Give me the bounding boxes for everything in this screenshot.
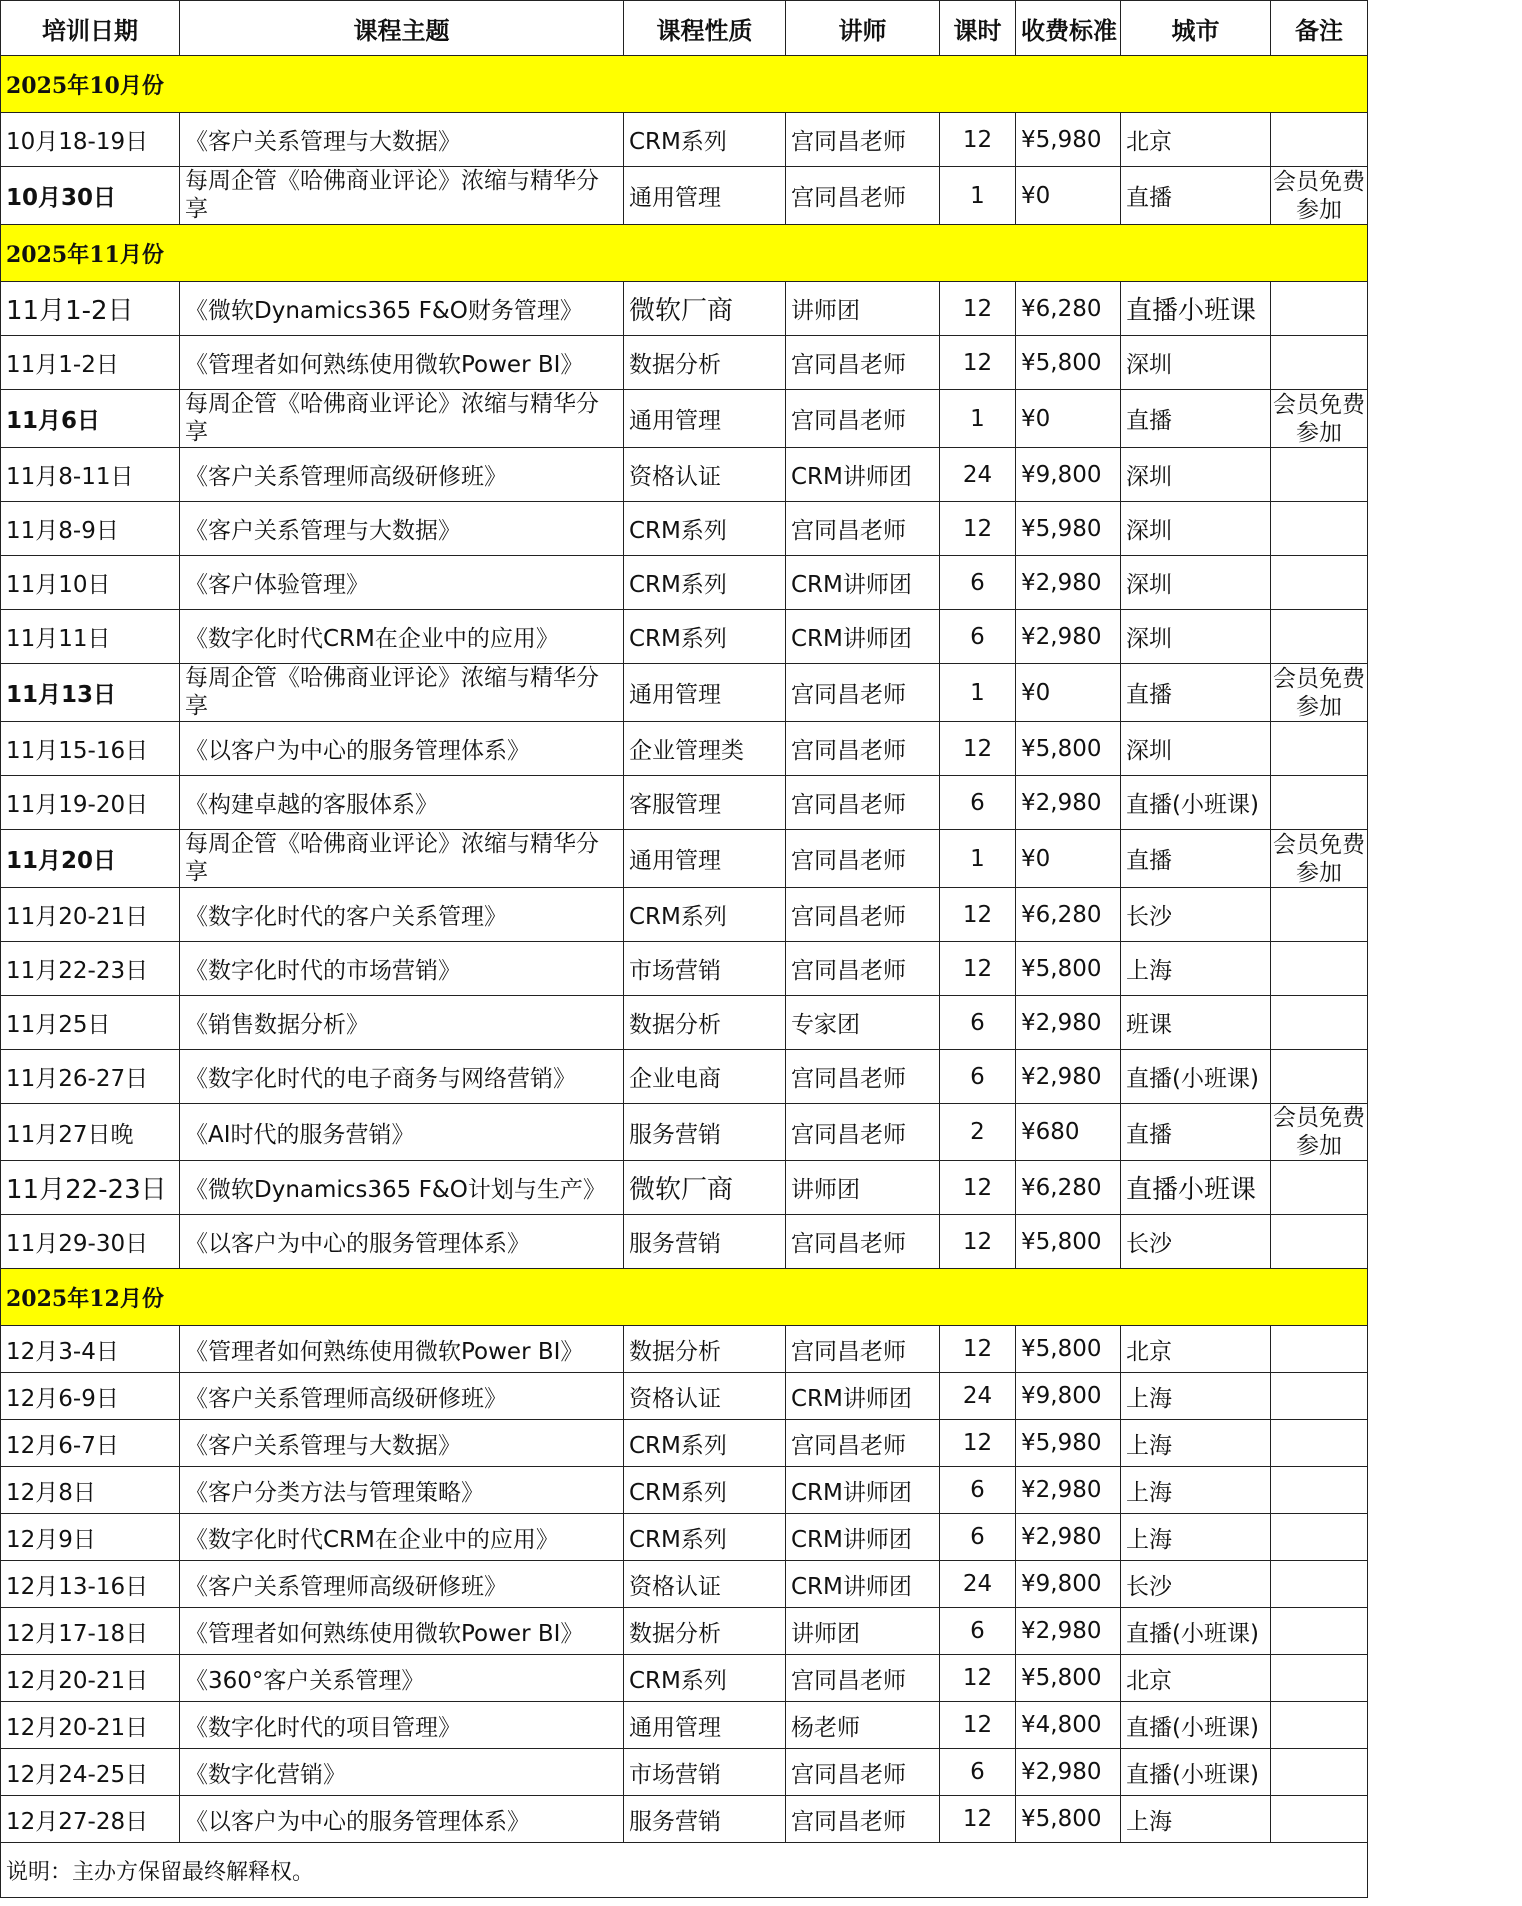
cell-hours[interactable]: 1 [940, 390, 1016, 448]
cell-note[interactable]: 会员免费参加 [1271, 1104, 1368, 1161]
cell-note[interactable] [1271, 448, 1368, 502]
cell-city[interactable]: 长沙 [1121, 1561, 1271, 1608]
cell-topic[interactable]: 《微软Dynamics365 F&O财务管理》 [180, 282, 624, 336]
cell-type[interactable]: 企业管理类 [624, 722, 786, 776]
table-row [1, 1655, 1368, 1702]
cell-teacher[interactable]: 宫同昌老师 [786, 167, 940, 225]
cell-type[interactable]: CRM系列 [624, 502, 786, 556]
cell-city[interactable]: 直播(小班课) [1121, 1702, 1271, 1749]
cell-hours[interactable]: 12 [940, 1326, 1016, 1373]
cell-topic[interactable]: 《以客户为中心的服务管理体系》 [180, 1215, 624, 1269]
table-row [1, 1749, 1368, 1796]
table-row [1, 448, 1368, 502]
cell-teacher[interactable]: CRM讲师团 [786, 1467, 940, 1514]
cell-note[interactable] [1271, 1561, 1368, 1608]
cell-note[interactable] [1271, 282, 1368, 336]
cell-hours[interactable]: 6 [940, 1749, 1016, 1796]
cell-note[interactable] [1271, 1161, 1368, 1215]
cell-type[interactable]: 市场营销 [624, 1749, 786, 1796]
cell-date[interactable]: 11月13日 [1, 664, 180, 722]
cell-teacher[interactable]: CRM讲师团 [786, 1514, 940, 1561]
cell-hours[interactable]: 12 [940, 1161, 1016, 1215]
cell-type[interactable]: 服务营销 [624, 1215, 786, 1269]
cell-city[interactable]: 直播小班课 [1121, 1161, 1271, 1215]
cell-teacher[interactable]: 宫同昌老师 [786, 776, 940, 830]
cell-note[interactable] [1271, 888, 1368, 942]
cell-city[interactable]: 长沙 [1121, 888, 1271, 942]
cell-note[interactable] [1271, 336, 1368, 390]
cell-fee[interactable]: ¥5,980 [1016, 113, 1121, 167]
cell-topic[interactable]: 《以客户为中心的服务管理体系》 [180, 722, 624, 776]
cell-type[interactable]: 通用管理 [624, 1702, 786, 1749]
table-row [1, 502, 1368, 556]
table-row [1, 167, 1368, 225]
cell-topic[interactable]: 《数字化时代CRM在企业中的应用》 [180, 610, 624, 664]
cell-date[interactable]: 11月20-21日 [1, 888, 180, 942]
cell-date[interactable]: 12月8日 [1, 1467, 180, 1514]
cell-hours[interactable]: 1 [940, 167, 1016, 225]
cell-hours[interactable]: 12 [940, 1702, 1016, 1749]
cell-fee[interactable]: ¥5,800 [1016, 336, 1121, 390]
cell-teacher[interactable]: 宫同昌老师 [786, 722, 940, 776]
cell-teacher[interactable]: CRM讲师团 [786, 448, 940, 502]
table-row [1, 996, 1368, 1050]
cell-type[interactable]: 服务营销 [624, 1104, 786, 1161]
cell-type[interactable]: CRM系列 [624, 888, 786, 942]
cell-topic[interactable]: 每周企管《哈佛商业评论》浓缩与精华分享 [180, 167, 624, 225]
cell-fee[interactable]: ¥2,980 [1016, 1514, 1121, 1561]
cell-topic[interactable]: 《数字化时代的项目管理》 [180, 1702, 624, 1749]
cell-fee[interactable]: ¥2,980 [1016, 556, 1121, 610]
cell-fee[interactable]: ¥9,800 [1016, 1561, 1121, 1608]
cell-teacher[interactable]: 宫同昌老师 [786, 830, 940, 888]
cell-date[interactable]: 11月8-11日 [1, 448, 180, 502]
cell-city[interactable]: 深圳 [1121, 610, 1271, 664]
cell-note[interactable] [1271, 1655, 1368, 1702]
cell-hours[interactable]: 24 [940, 1373, 1016, 1420]
cell-topic[interactable]: 《360°客户关系管理》 [180, 1655, 624, 1702]
cell-note[interactable]: 会员免费参加 [1271, 830, 1368, 888]
cell-fee[interactable]: ¥5,800 [1016, 942, 1121, 996]
table-row [1, 1467, 1368, 1514]
cell-topic[interactable]: 《客户关系管理与大数据》 [180, 1420, 624, 1467]
cell-hours[interactable]: 12 [940, 502, 1016, 556]
cell-teacher[interactable]: CRM讲师团 [786, 556, 940, 610]
table-row [1, 664, 1368, 722]
cell-city[interactable]: 直播(小班课) [1121, 776, 1271, 830]
cell-type[interactable]: 数据分析 [624, 996, 786, 1050]
cell-teacher[interactable]: CRM讲师团 [786, 610, 940, 664]
cell-hours[interactable]: 24 [940, 1561, 1016, 1608]
cell-city[interactable]: 深圳 [1121, 722, 1271, 776]
cell-fee[interactable]: ¥2,980 [1016, 1749, 1121, 1796]
cell-topic[interactable]: 《客户分类方法与管理策略》 [180, 1467, 624, 1514]
cell-city[interactable]: 直播(小班课) [1121, 1050, 1271, 1104]
cell-date[interactable]: 11月1-2日 [1, 282, 180, 336]
cell-date[interactable]: 10月18-19日 [1, 113, 180, 167]
cell-type[interactable]: CRM系列 [624, 113, 786, 167]
cell-city[interactable]: 直播 [1121, 390, 1271, 448]
cell-note[interactable]: 会员免费参加 [1271, 167, 1368, 225]
cell-teacher[interactable]: 宫同昌老师 [786, 1326, 940, 1373]
cell-city[interactable]: 上海 [1121, 1420, 1271, 1467]
cell-type[interactable]: 数据分析 [624, 1326, 786, 1373]
month-label: 2025年10月份 [1, 56, 1368, 113]
cell-note[interactable] [1271, 113, 1368, 167]
cell-hours[interactable]: 12 [940, 1420, 1016, 1467]
table-row [1, 282, 1368, 336]
cell-teacher[interactable]: 宫同昌老师 [786, 113, 940, 167]
cell-city[interactable]: 深圳 [1121, 556, 1271, 610]
cell-note[interactable] [1271, 1420, 1368, 1467]
table-row [1, 610, 1368, 664]
cell-note[interactable] [1271, 556, 1368, 610]
cell-hours[interactable]: 12 [940, 722, 1016, 776]
header-type: 课程性质 [624, 1, 786, 56]
footer-row [1, 1843, 1368, 1898]
cell-fee[interactable]: ¥5,800 [1016, 1655, 1121, 1702]
table-row [1, 1326, 1368, 1373]
cell-topic[interactable]: 《微软Dynamics365 F&O计划与生产》 [180, 1161, 624, 1215]
cell-date[interactable]: 12月6-7日 [1, 1420, 180, 1467]
cell-fee[interactable]: ¥6,280 [1016, 888, 1121, 942]
cell-type[interactable]: 通用管理 [624, 664, 786, 722]
cell-topic[interactable]: 《构建卓越的客服体系》 [180, 776, 624, 830]
cell-date[interactable]: 10月30日 [1, 167, 180, 225]
cell-topic[interactable]: 《数字化时代的市场营销》 [180, 942, 624, 996]
cell-note[interactable] [1271, 1326, 1368, 1373]
table-row [1, 1702, 1368, 1749]
cell-hours[interactable]: 6 [940, 556, 1016, 610]
cell-date[interactable]: 12月6-9日 [1, 1373, 180, 1420]
cell-fee[interactable]: ¥9,800 [1016, 1373, 1121, 1420]
cell-topic[interactable]: 《数字化时代的客户关系管理》 [180, 888, 624, 942]
cell-type[interactable]: 通用管理 [624, 167, 786, 225]
cell-hours[interactable]: 6 [940, 1608, 1016, 1655]
table-body [1, 56, 1368, 1898]
cell-fee[interactable]: ¥4,800 [1016, 1702, 1121, 1749]
cell-city[interactable]: 上海 [1121, 1796, 1271, 1843]
cell-city[interactable]: 北京 [1121, 1326, 1271, 1373]
cell-city[interactable]: 北京 [1121, 1655, 1271, 1702]
cell-date[interactable]: 11月29-30日 [1, 1215, 180, 1269]
cell-fee[interactable]: ¥5,800 [1016, 1215, 1121, 1269]
cell-fee[interactable]: ¥2,980 [1016, 1608, 1121, 1655]
cell-fee[interactable]: ¥5,800 [1016, 1326, 1121, 1373]
cell-topic[interactable]: 《客户关系管理师高级研修班》 [180, 1373, 624, 1420]
cell-note[interactable] [1271, 1373, 1368, 1420]
cell-date[interactable]: 11月25日 [1, 996, 180, 1050]
cell-topic[interactable]: 《数字化时代的电子商务与网络营销》 [180, 1050, 624, 1104]
cell-hours[interactable]: 12 [940, 282, 1016, 336]
cell-topic[interactable]: 《管理者如何熟练使用微软Power BI》 [180, 1608, 624, 1655]
cell-city[interactable]: 上海 [1121, 1373, 1271, 1420]
table-row [1, 390, 1368, 448]
cell-fee[interactable]: ¥2,980 [1016, 610, 1121, 664]
cell-hours[interactable]: 12 [940, 1796, 1016, 1843]
cell-note[interactable] [1271, 1050, 1368, 1104]
header-topic: 课程主题 [180, 1, 624, 56]
table-row [1, 1050, 1368, 1104]
table-row [1, 336, 1368, 390]
header-city: 城市 [1121, 1, 1271, 56]
cell-type[interactable]: 数据分析 [624, 1608, 786, 1655]
cell-fee[interactable]: ¥2,980 [1016, 996, 1121, 1050]
cell-city[interactable]: 深圳 [1121, 502, 1271, 556]
cell-teacher[interactable]: 杨老师 [786, 1702, 940, 1749]
cell-teacher[interactable]: 宫同昌老师 [786, 1749, 940, 1796]
cell-topic[interactable]: 《管理者如何熟练使用微软Power BI》 [180, 1326, 624, 1373]
cell-teacher[interactable]: 宫同昌老师 [786, 888, 940, 942]
cell-teacher[interactable]: CRM讲师团 [786, 1373, 940, 1420]
cell-date[interactable]: 11月11日 [1, 610, 180, 664]
cell-fee[interactable]: ¥0 [1016, 830, 1121, 888]
cell-city[interactable]: 深圳 [1121, 336, 1271, 390]
cell-hours[interactable]: 12 [940, 1655, 1016, 1702]
table-row [1, 1561, 1368, 1608]
cell-date[interactable]: 12月20-21日 [1, 1655, 180, 1702]
cell-hours[interactable]: 6 [940, 1467, 1016, 1514]
cell-fee[interactable]: ¥2,980 [1016, 776, 1121, 830]
month-row [1, 1269, 1368, 1326]
header-note: 备注 [1271, 1, 1368, 56]
header-date: 培训日期 [1, 1, 180, 56]
cell-topic[interactable]: 《客户关系管理师高级研修班》 [180, 448, 624, 502]
cell-hours[interactable]: 6 [940, 610, 1016, 664]
cell-type[interactable]: CRM系列 [624, 1655, 786, 1702]
cell-hours[interactable]: 12 [940, 336, 1016, 390]
cell-hours[interactable]: 12 [940, 1215, 1016, 1269]
cell-teacher[interactable]: 宫同昌老师 [786, 1104, 940, 1161]
cell-teacher[interactable]: 宫同昌老师 [786, 502, 940, 556]
cell-note[interactable] [1271, 722, 1368, 776]
cell-date[interactable]: 11月20日 [1, 830, 180, 888]
cell-note[interactable] [1271, 502, 1368, 556]
cell-type[interactable]: CRM系列 [624, 1467, 786, 1514]
cell-fee[interactable]: ¥0 [1016, 167, 1121, 225]
cell-topic[interactable]: 《客户关系管理与大数据》 [180, 113, 624, 167]
cell-hours[interactable]: 6 [940, 776, 1016, 830]
cell-date[interactable]: 12月3-4日 [1, 1326, 180, 1373]
table-row [1, 1796, 1368, 1843]
cell-teacher[interactable]: 宫同昌老师 [786, 336, 940, 390]
cell-topic[interactable]: 《客户关系管理师高级研修班》 [180, 1561, 624, 1608]
cell-type[interactable]: CRM系列 [624, 1514, 786, 1561]
cell-date[interactable]: 12月24-25日 [1, 1749, 180, 1796]
cell-topic[interactable]: 每周企管《哈佛商业评论》浓缩与精华分享 [180, 830, 624, 888]
header-row [1, 1, 1368, 56]
table-row [1, 1104, 1368, 1161]
cell-city[interactable]: 深圳 [1121, 448, 1271, 502]
month-label: 2025年12月份 [1, 1269, 1368, 1326]
cell-city[interactable]: 上海 [1121, 1467, 1271, 1514]
cell-type[interactable]: 数据分析 [624, 336, 786, 390]
cell-hours[interactable]: 12 [940, 942, 1016, 996]
cell-fee[interactable]: ¥5,980 [1016, 1420, 1121, 1467]
cell-type[interactable]: CRM系列 [624, 556, 786, 610]
table-row [1, 888, 1368, 942]
cell-type[interactable]: 服务营销 [624, 1796, 786, 1843]
cell-note[interactable] [1271, 1702, 1368, 1749]
cell-topic[interactable]: 《客户体验管理》 [180, 556, 624, 610]
cell-topic[interactable]: 《以客户为中心的服务管理体系》 [180, 1796, 624, 1843]
cell-teacher[interactable]: 宫同昌老师 [786, 1420, 940, 1467]
cell-type[interactable]: 资格认证 [624, 1561, 786, 1608]
cell-type[interactable]: 微软厂商 [624, 282, 786, 336]
cell-date[interactable]: 11月8-9日 [1, 502, 180, 556]
cell-hours[interactable]: 1 [940, 830, 1016, 888]
cell-fee[interactable]: ¥5,980 [1016, 502, 1121, 556]
cell-topic[interactable]: 《数字化时代CRM在企业中的应用》 [180, 1514, 624, 1561]
cell-topic[interactable]: 《客户关系管理与大数据》 [180, 502, 624, 556]
cell-hours[interactable]: 24 [940, 448, 1016, 502]
table-row [1, 776, 1368, 830]
cell-teacher[interactable]: 宫同昌老师 [786, 942, 940, 996]
table-row [1, 1420, 1368, 1467]
cell-date[interactable]: 12月9日 [1, 1514, 180, 1561]
cell-note[interactable] [1271, 610, 1368, 664]
cell-hours[interactable]: 12 [940, 113, 1016, 167]
table-row [1, 556, 1368, 610]
cell-date[interactable]: 11月6日 [1, 390, 180, 448]
cell-teacher[interactable]: 宫同昌老师 [786, 1050, 940, 1104]
cell-teacher[interactable]: 讲师团 [786, 1161, 940, 1215]
header-hours: 课时 [940, 1, 1016, 56]
cell-date[interactable]: 12月20-21日 [1, 1702, 180, 1749]
header-teacher: 讲师 [786, 1, 940, 56]
cell-fee[interactable]: ¥5,800 [1016, 722, 1121, 776]
table-row [1, 1608, 1368, 1655]
cell-type[interactable]: CRM系列 [624, 610, 786, 664]
cell-city[interactable]: 直播(小班课) [1121, 1608, 1271, 1655]
table-row [1, 1161, 1368, 1215]
cell-fee[interactable]: ¥2,980 [1016, 1050, 1121, 1104]
cell-hours[interactable]: 12 [940, 888, 1016, 942]
cell-date[interactable]: 11月1-2日 [1, 336, 180, 390]
cell-type[interactable]: 客服管理 [624, 776, 786, 830]
cell-date[interactable]: 11月15-16日 [1, 722, 180, 776]
cell-fee[interactable]: ¥680 [1016, 1104, 1121, 1161]
cell-note[interactable] [1271, 942, 1368, 996]
cell-topic[interactable]: 《管理者如何熟练使用微软Power BI》 [180, 336, 624, 390]
cell-topic[interactable]: 每周企管《哈佛商业评论》浓缩与精华分享 [180, 664, 624, 722]
cell-note[interactable]: 会员免费参加 [1271, 390, 1368, 448]
table-row [1, 722, 1368, 776]
cell-city[interactable]: 直播 [1121, 830, 1271, 888]
cell-city[interactable]: 上海 [1121, 942, 1271, 996]
table-row [1, 1514, 1368, 1561]
cell-date[interactable]: 12月27-28日 [1, 1796, 180, 1843]
cell-type[interactable]: 通用管理 [624, 390, 786, 448]
table-row [1, 942, 1368, 996]
table-row [1, 113, 1368, 167]
cell-note[interactable] [1271, 1215, 1368, 1269]
cell-date[interactable]: 12月17-18日 [1, 1608, 180, 1655]
cell-teacher[interactable]: 宫同昌老师 [786, 1215, 940, 1269]
cell-note[interactable] [1271, 1608, 1368, 1655]
cell-fee[interactable]: ¥9,800 [1016, 448, 1121, 502]
table-row [1, 1215, 1368, 1269]
cell-hours[interactable]: 1 [940, 664, 1016, 722]
cell-date[interactable]: 11月22-23日 [1, 942, 180, 996]
cell-type[interactable]: 市场营销 [624, 942, 786, 996]
cell-note[interactable] [1271, 1514, 1368, 1561]
cell-topic[interactable]: 每周企管《哈佛商业评论》浓缩与精华分享 [180, 390, 624, 448]
cell-fee[interactable]: ¥0 [1016, 390, 1121, 448]
cell-type[interactable]: 资格认证 [624, 448, 786, 502]
cell-teacher[interactable]: 宫同昌老师 [786, 664, 940, 722]
cell-teacher[interactable]: 宫同昌老师 [786, 1796, 940, 1843]
cell-note[interactable] [1271, 1749, 1368, 1796]
cell-fee[interactable]: ¥0 [1016, 664, 1121, 722]
cell-date[interactable]: 11月27日晚 [1, 1104, 180, 1161]
cell-type[interactable]: 通用管理 [624, 830, 786, 888]
cell-date[interactable]: 11月26-27日 [1, 1050, 180, 1104]
cell-teacher[interactable]: 宫同昌老师 [786, 1655, 940, 1702]
cell-hours[interactable]: 6 [940, 1514, 1016, 1561]
cell-topic[interactable]: 《AI时代的服务营销》 [180, 1104, 624, 1161]
cell-fee[interactable]: ¥5,800 [1016, 1796, 1121, 1843]
cell-teacher[interactable]: 宫同昌老师 [786, 390, 940, 448]
cell-date[interactable]: 11月10日 [1, 556, 180, 610]
cell-type[interactable]: 微软厂商 [624, 1161, 786, 1215]
cell-city[interactable]: 直播(小班课) [1121, 1749, 1271, 1796]
cell-city[interactable]: 直播 [1121, 664, 1271, 722]
month-label: 2025年11月份 [1, 225, 1368, 282]
cell-city[interactable]: 直播 [1121, 167, 1271, 225]
cell-city[interactable]: 直播 [1121, 1104, 1271, 1161]
cell-city[interactable]: 长沙 [1121, 1215, 1271, 1269]
cell-topic[interactable]: 《数字化营销》 [180, 1749, 624, 1796]
footer-note: 说明：主办方保留最终解释权。 [1, 1843, 1368, 1898]
cell-city[interactable]: 北京 [1121, 113, 1271, 167]
cell-teacher[interactable]: 讲师团 [786, 282, 940, 336]
cell-note[interactable] [1271, 1796, 1368, 1843]
header-fee: 收费标准 [1016, 1, 1121, 56]
cell-fee[interactable]: ¥2,980 [1016, 1467, 1121, 1514]
cell-date[interactable]: 11月19-20日 [1, 776, 180, 830]
cell-fee[interactable]: ¥6,280 [1016, 1161, 1121, 1215]
cell-city[interactable]: 直播小班课 [1121, 282, 1271, 336]
table-row [1, 830, 1368, 888]
cell-teacher[interactable]: CRM讲师团 [786, 1561, 940, 1608]
cell-date[interactable]: 12月13-16日 [1, 1561, 180, 1608]
month-row [1, 225, 1368, 282]
cell-type[interactable]: CRM系列 [624, 1420, 786, 1467]
cell-teacher[interactable]: 讲师团 [786, 1608, 940, 1655]
cell-note[interactable] [1271, 776, 1368, 830]
cell-hours[interactable]: 6 [940, 1050, 1016, 1104]
cell-fee[interactable]: ¥6,280 [1016, 282, 1121, 336]
cell-hours[interactable]: 6 [940, 996, 1016, 1050]
cell-teacher[interactable]: 专家团 [786, 996, 940, 1050]
cell-note[interactable]: 会员免费参加 [1271, 664, 1368, 722]
cell-hours[interactable]: 2 [940, 1104, 1016, 1161]
cell-type[interactable]: 企业电商 [624, 1050, 786, 1104]
cell-type[interactable]: 资格认证 [624, 1373, 786, 1420]
cell-city[interactable]: 上海 [1121, 1514, 1271, 1561]
cell-date[interactable]: 11月22-23日 [1, 1161, 180, 1215]
cell-city[interactable]: 班课 [1121, 996, 1271, 1050]
cell-note[interactable] [1271, 996, 1368, 1050]
month-row [1, 56, 1368, 113]
cell-note[interactable] [1271, 1467, 1368, 1514]
cell-topic[interactable]: 《销售数据分析》 [180, 996, 624, 1050]
table-row [1, 1373, 1368, 1420]
